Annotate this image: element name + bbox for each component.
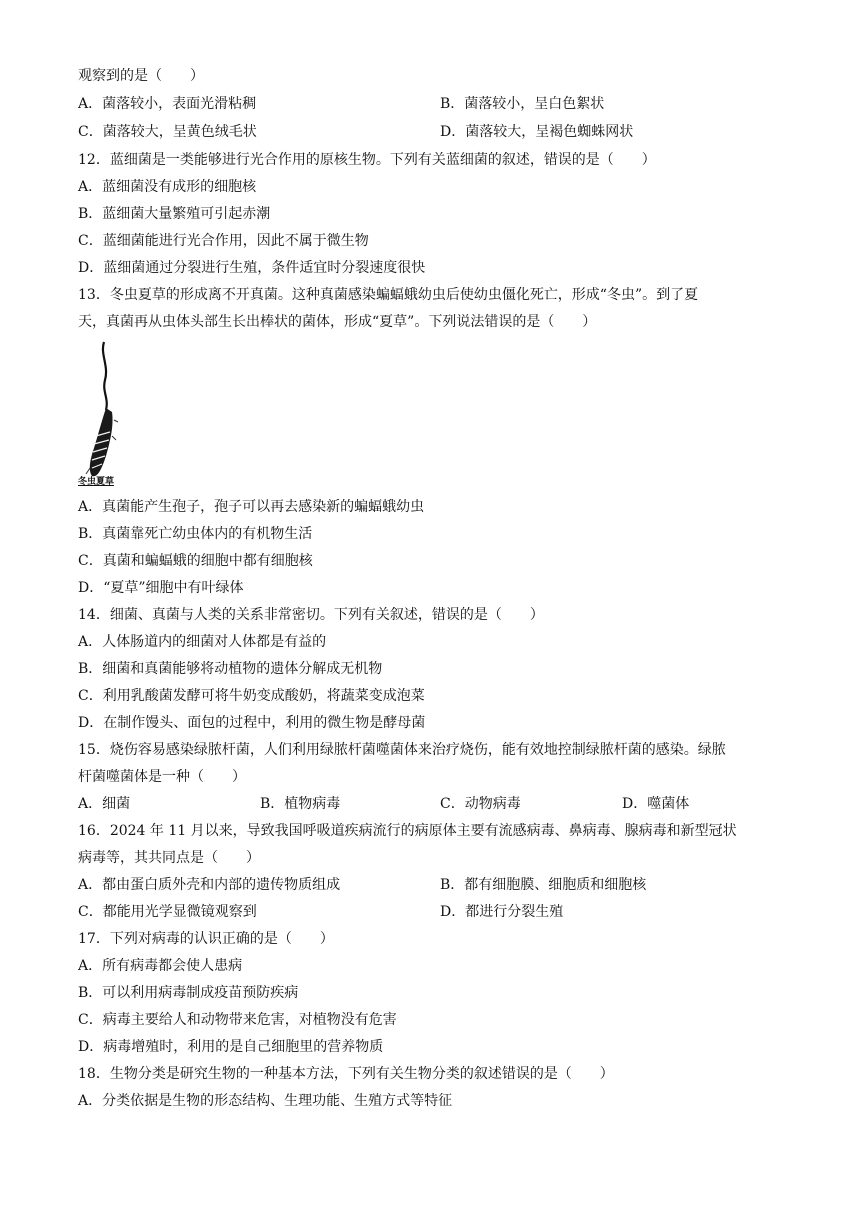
q13-stem-line1: 13．冬虫夏草的形成离不开真菌。这种真菌感染蝙蝠蛾幼虫后使幼虫僵化死亡，形成“冬虫”。到了夏 — [78, 287, 699, 303]
q16-stem-line1: 16．2024 年 11 月以来，导致我国呼吸道疾病流行的病原体主要有流感病毒、鼻病毒、腺病毒和新型冠状 — [78, 823, 737, 839]
q16-option-b: B．都有细胞膜、细胞质和细胞核 — [440, 877, 647, 893]
q15-stem-line1: 15．烧伤容易感染绿脓杆菌，人们利用绿脓杆菌噬菌体来治疗烧伤，能有效地控制绿脓杆菌的感染。绿脓 — [78, 742, 726, 758]
q17-option-c: C．病毒主要给人和动物带来危害，对植物没有危害 — [78, 1012, 397, 1028]
q13-option-c: C．真菌和蝙蝠蛾的细胞中都有细胞核 — [78, 553, 313, 569]
figure-caption: 冬虫夏草 — [78, 477, 115, 487]
q14-option-b: B．细菌和真菌能够将动植物的遗体分解成无机物 — [78, 661, 383, 677]
q12-option-d: D．蓝细菌通过分裂进行生殖，条件适宜时分裂速度很快 — [78, 260, 426, 276]
q14-option-a: A．人体肠道内的细菌对人体都是有益的 — [78, 634, 327, 650]
q16-option-d: D．都进行分裂生殖 — [440, 904, 564, 920]
q17-stem: 17．下列对病毒的认识正确的是（ ） — [78, 931, 334, 947]
q17-option-b: B．可以利用病毒制成疫苗预防疾病 — [78, 985, 299, 1001]
cordyceps-illustration — [76, 340, 136, 490]
q17-option-d: D．病毒增殖时，利用的是自己细胞里的营养物质 — [78, 1039, 384, 1055]
q16-option-a: A．都由蛋白质外壳和内部的遗传物质组成 — [78, 877, 341, 893]
q15-option-b: B．植物病毒 — [260, 796, 341, 812]
q12-option-a: A．蓝细菌没有成形的细胞核 — [78, 179, 257, 195]
q18-stem: 18．生物分类是研究生物的一种基本方法，下列有关生物分类的叙述错误的是（ ） — [78, 1066, 614, 1082]
q12-stem: 12．蓝细菌是一类能够进行光合作用的原核生物。下列有关蓝细菌的叙述，错误的是（ ） — [78, 152, 656, 168]
q11-option-a: A．菌落较小，表面光滑粘稠 — [78, 96, 257, 112]
q13-option-a: A．真菌能产生孢子，孢子可以再去感染新的蝙蝠蛾幼虫 — [78, 499, 425, 515]
q14-stem: 14．细菌、真菌与人类的关系非常密切。下列有关叙述，错误的是（ ） — [78, 607, 544, 623]
q15-stem-line2: 杆菌噬菌体是一种（ ） — [78, 769, 246, 785]
q11-option-d: D．菌落较大，呈褐色蜘蛛网状 — [440, 124, 634, 140]
q17-option-a: A．所有病毒都会使人患病 — [78, 958, 243, 974]
q15-option-d: D．噬菌体 — [622, 796, 690, 812]
q13-stem-line2: 天，真菌再从虫体头部生长出棒状的菌体，形成“夏草”。下列说法错误的是（ ） — [78, 314, 597, 330]
q12-option-c: C．蓝细菌能进行光合作用，因此不属于微生物 — [78, 233, 369, 249]
q14-option-c: C．利用乳酸菌发酵可将牛奶变成酸奶，将蔬菜变成泡菜 — [78, 688, 425, 704]
q14-option-d: D．在制作馒头、面包的过程中，利用的微生物是酵母菌 — [78, 715, 426, 731]
q11-option-c: C．菌落较大，呈黄色绒毛状 — [78, 124, 257, 140]
q12-option-b: B．蓝细菌大量繁殖可引起赤潮 — [78, 206, 271, 222]
q11-option-b: B．菌落较小，呈白色絮状 — [440, 96, 605, 112]
q18-option-a: A．分类依据是生物的形态结构、生理功能、生殖方式等特征 — [78, 1093, 453, 1109]
q16-stem-line2: 病毒等，其共同点是（ ） — [78, 850, 260, 866]
q16-option-c: C．都能用光学显微镜观察到 — [78, 904, 257, 920]
q11-stem-tail: 观察到的是（ ） — [78, 68, 204, 84]
q13-option-b: B．真菌靠死亡幼虫体内的有机物生活 — [78, 526, 313, 542]
q15-option-a: A．细菌 — [78, 796, 131, 812]
q13-option-d: D．“夏草”细胞中有叶绿体 — [78, 580, 244, 596]
q15-option-c: C．动物病毒 — [440, 796, 521, 812]
